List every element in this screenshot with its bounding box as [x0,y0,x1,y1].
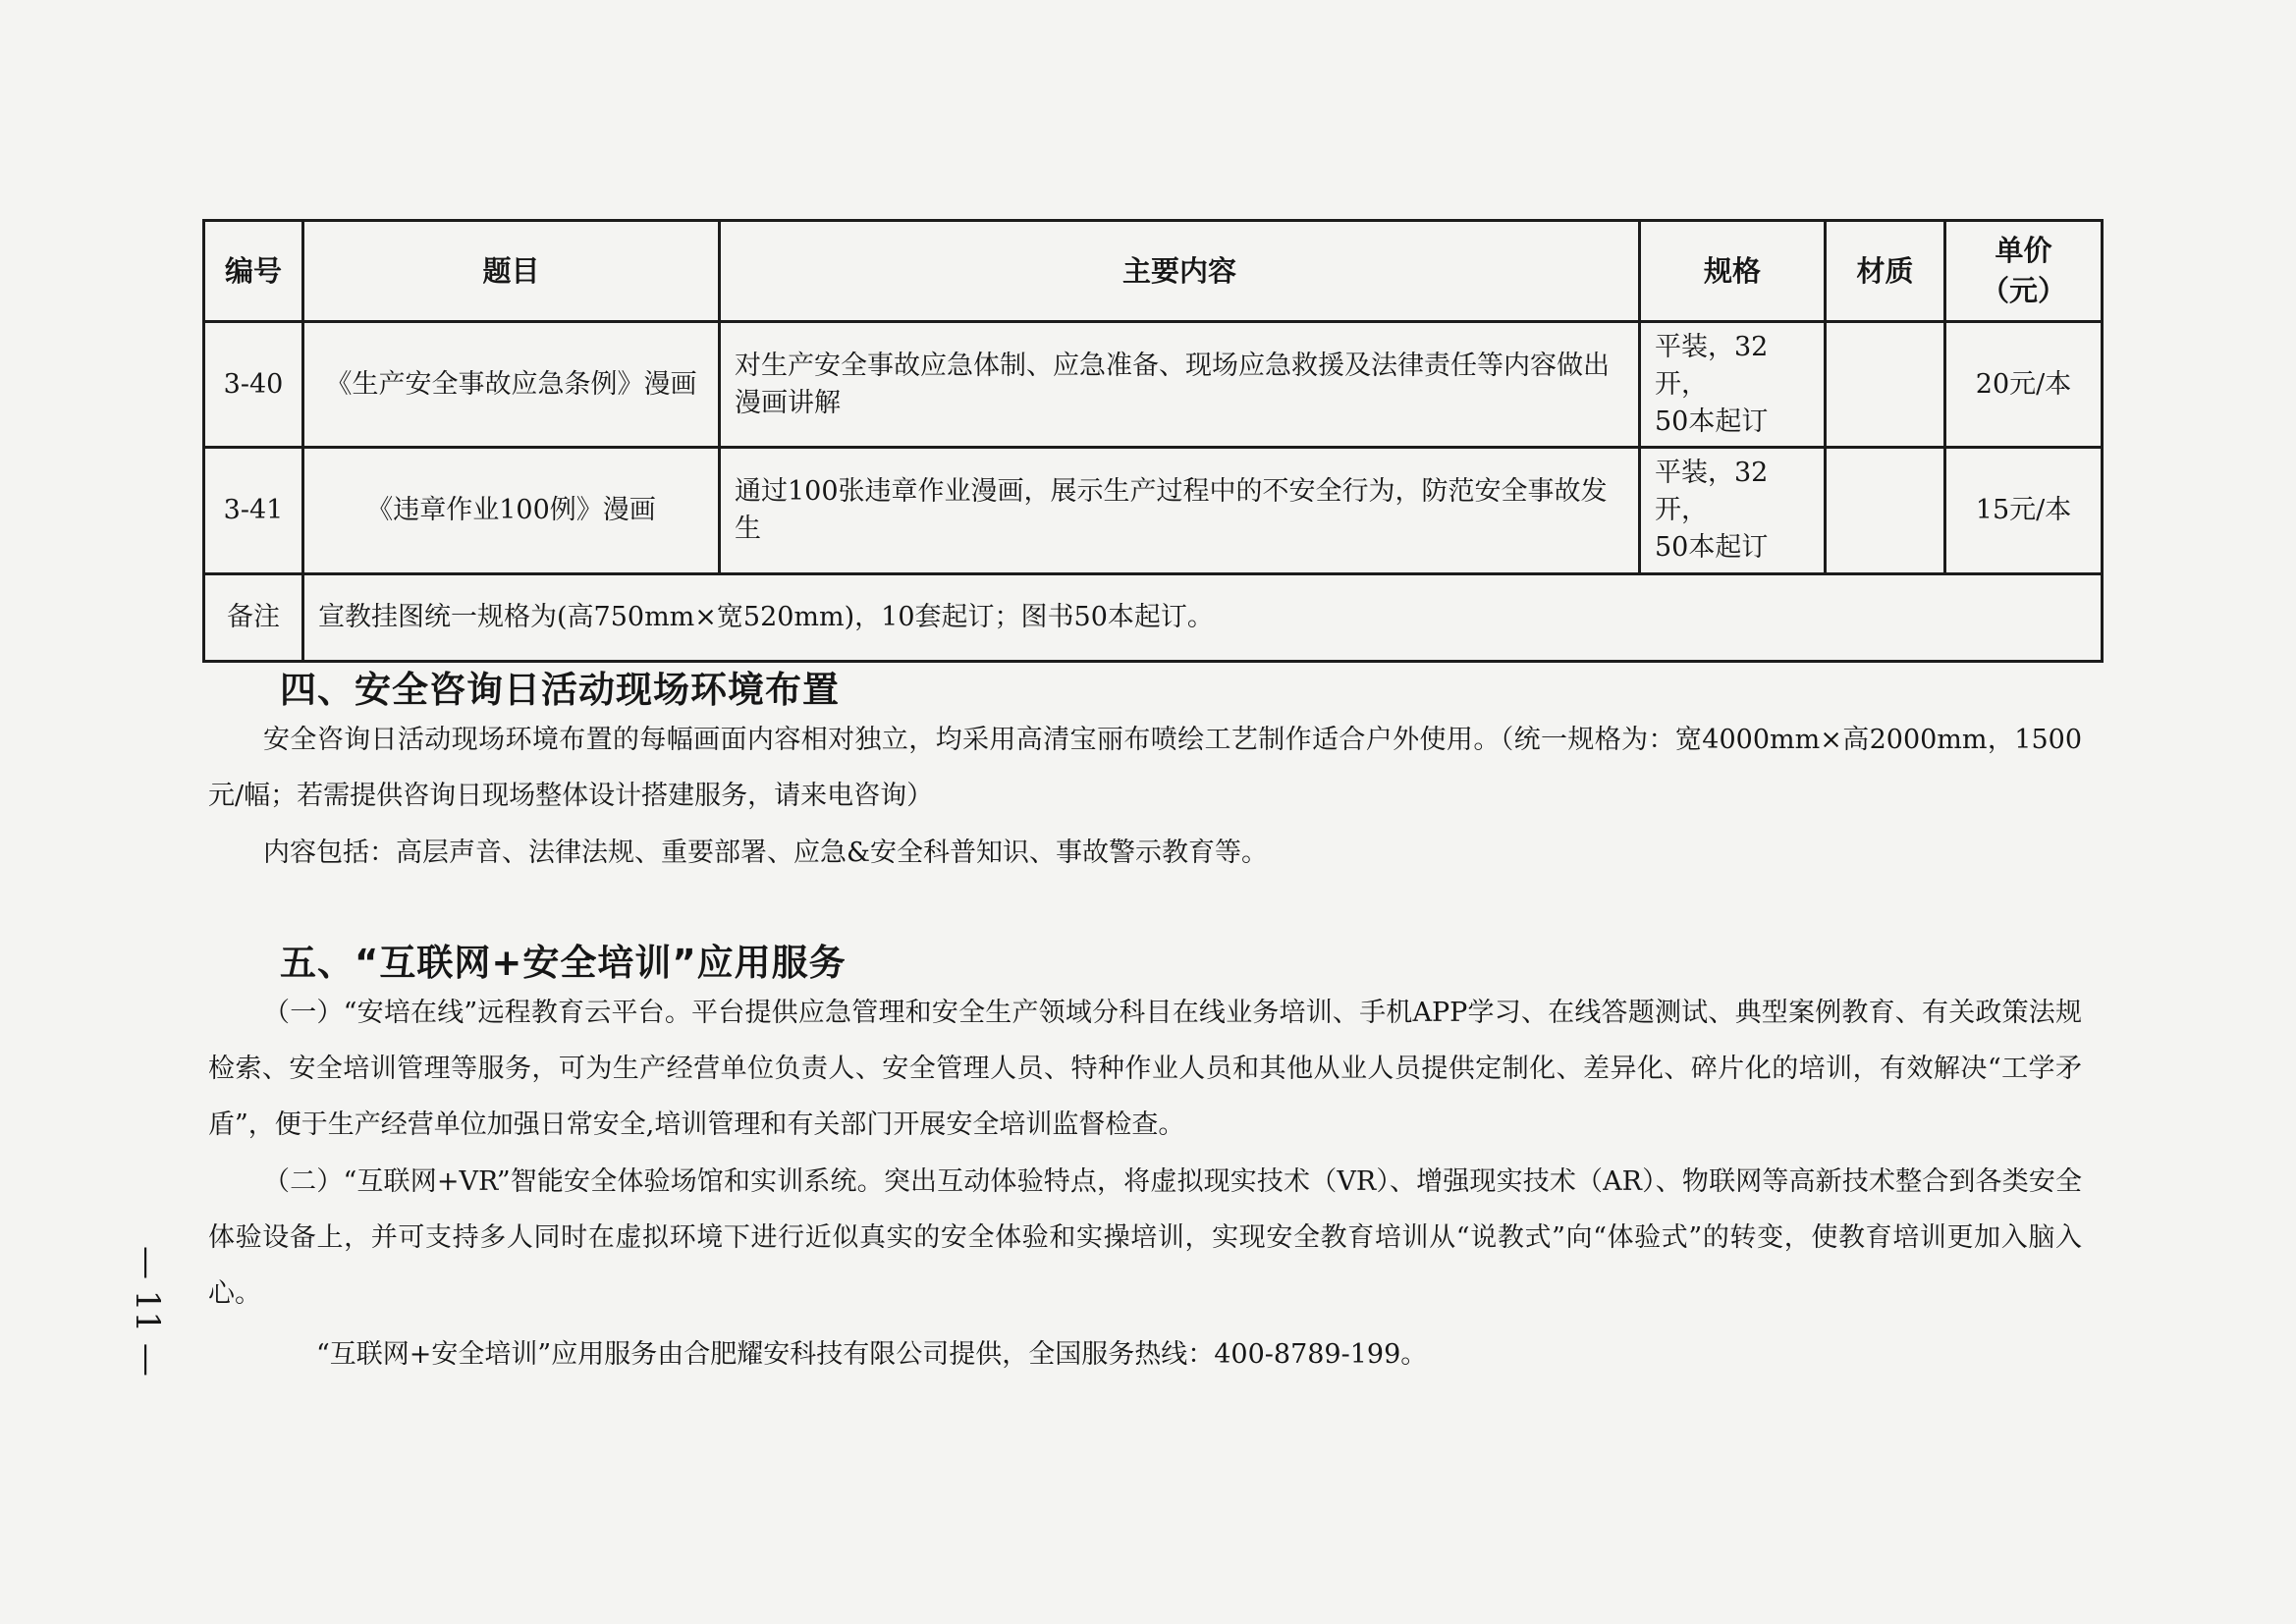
row-content: 对生产安全事故应急体制、应急准备、现场应急救援及法律责任等内容做出漫画讲解 [720,322,1640,448]
row-material [1826,322,1945,448]
row-spec-line2: 50本起订 [1655,531,1769,563]
section5-paragraph-2: （二）“互联网+VR”智能安全体验场馆和实训系统。突出互动体验特点，将虚拟现实技术（VR）、增强现实技术（AR）、物联网等高新技术整合到各类安全体验设备上，并可支持多人同时在虚拟环境下进行近似真实的安全体验和实操培训，实现安全教育培训从“说教式”向“体验式”的转变，使教育培训更加入脑入心。 [208,1166,2082,1309]
header-price-line1: 单价 [1995,234,2052,268]
row-spec [1640,448,1826,573]
section5-service-note: “互联网+安全培训”应用服务由合肥耀安科技有限公司提供，全国服务热线：400-8789-199。 [316,1339,1428,1370]
section5-heading: 五、“互联网+安全培训”应用服务 [280,942,847,984]
header-content: 主要内容 [720,221,1640,322]
row-num: 3-40 [204,322,303,448]
header-price [1945,221,2103,322]
row-spec [1640,322,1826,448]
section4-contents: 内容包括：高层声音、法律法规、重要部署、应急&安全科普知识、事故警示教育等。 [263,838,1269,868]
note-label: 备注 [204,573,303,661]
table-header-row [204,221,2103,322]
row-title: 《生产安全事故应急条例》漫画 [303,322,720,448]
row-content: 通过100张违章作业漫画，展示生产过程中的不安全行为，防范安全事故发生 [720,448,1640,573]
header-num: 编号 [204,221,303,322]
section5-paragraph-1: （一）“安培在线”远程教育云平台。平台提供应急管理和安全生产领域分科目在线业务培训、手机APP学习、在线答题测试、典型案例教育、有关政策法规检索、安全培训管理等服务，可为生产经营单位负责人、安全管理人员、特种作业人员和其他从业人员提供定制化、差异化、碎片化的培训，有效解决“工学矛盾”，便于生产经营单位加强日常安全,培训管理和有关部门开展安全培训监督检查。 [208,998,2082,1140]
row-spec-line2: 50本起订 [1655,406,1769,437]
header-price-line2: （元） [1980,274,2066,307]
header-spec: 规格 [1640,221,1826,322]
row-price: 20元/本 [1945,322,2103,448]
table-row [204,322,2103,448]
row-title: 《违章作业100例》漫画 [303,448,720,573]
row-spec-line1: 平装，32开， [1655,332,1769,400]
product-table [202,219,2104,663]
row-num: 3-41 [204,448,303,573]
note-text: 宣教挂图统一规格为(高750mm×宽520mm)，10套起订；图书50本起订。 [303,573,2103,661]
header-material: 材质 [1826,221,1945,322]
section4-paragraph: 安全咨询日活动现场环境布置的每幅画面内容相对独立，均采用高清宝丽布喷绘工艺制作适合户外使用。（统一规格为：宽4000mm×高2000mm，1500元/幅；若需提供咨询日现场整体设计搭建服务，请来电咨询） [208,725,2082,811]
row-spec-line1: 平装，32开， [1655,458,1769,526]
row-price: 15元/本 [1945,448,2103,573]
section4-heading: 四、安全咨询日活动现场环境布置 [280,669,840,711]
row-material [1826,448,1945,573]
header-title: 题目 [303,221,720,322]
table-row [204,448,2103,573]
page-number: — 11 — [128,1245,167,1377]
table-note-row [204,573,2103,661]
